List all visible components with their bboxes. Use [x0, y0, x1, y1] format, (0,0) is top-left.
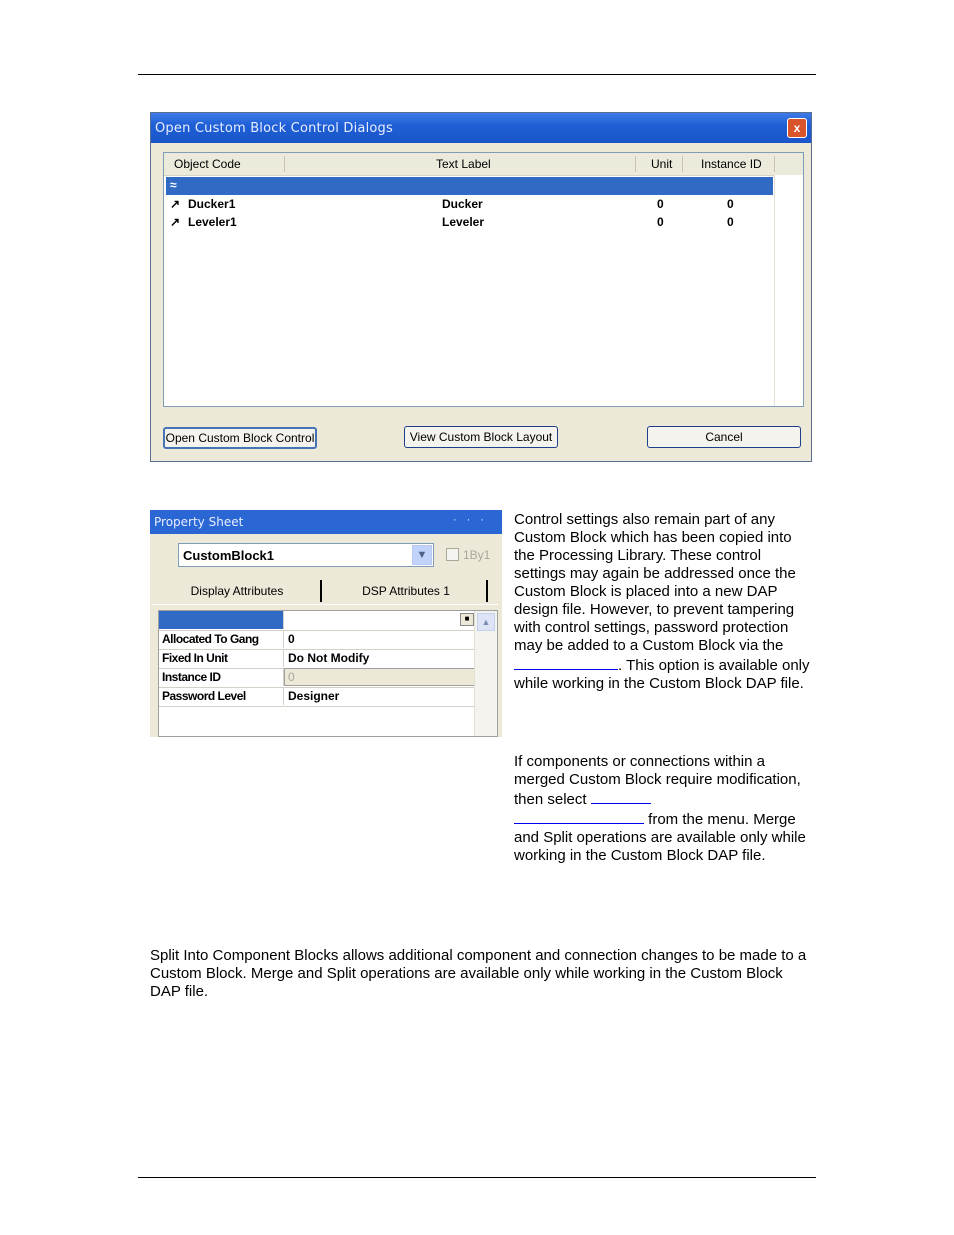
row-text-label: Leveler: [442, 215, 485, 229]
property-sheet-title: Property Sheet: [154, 515, 244, 529]
custom-block-dialog: [150, 112, 812, 462]
row-unit: 0: [657, 197, 664, 211]
column-divider[interactable]: [682, 156, 683, 172]
dialog-title: Open Custom Block Control Dialogs: [155, 121, 393, 136]
property-value[interactable]: [284, 611, 476, 629]
cross-reference-link[interactable]: [514, 655, 618, 670]
scroll-up-icon[interactable]: ▲: [477, 613, 495, 631]
property-name: Instance ID: [159, 668, 284, 686]
chevron-down-icon[interactable]: ▼: [412, 545, 432, 565]
list-header: [164, 153, 803, 176]
column-text-label[interactable]: Text Label: [436, 157, 491, 171]
property-tabs: [152, 574, 498, 605]
property-row[interactable]: [159, 630, 476, 650]
paragraph-split-blocks: If components or connections within a merged Custom Block require modification, then select from the menu. Merge and Split operations are available only while working in the Custom Block DAP file.: [514, 753, 806, 864]
property-value[interactable]: Do Not Modify: [288, 651, 370, 665]
paragraph-password-protection: Control settings also remain part of any Custom Block which has been copied into the Processing Library. These control settings may again be addressed once the Custom Block is placed into a new DAP design file. However, to prevent tampering with control settings, password protection may be added to a Custom Block via the . This option is available only while working in the Custom Block DAP file.: [514, 511, 810, 692]
property-sheet-title-bar[interactable]: [150, 510, 502, 534]
ellipsis-button-icon[interactable]: ■: [460, 613, 474, 626]
column-divider[interactable]: [284, 156, 285, 172]
property-row[interactable]: [159, 649, 476, 669]
one-by-one-label: 1By1: [463, 548, 491, 562]
property-name: Fixed In Unit: [159, 649, 284, 667]
footer-rule: [138, 1177, 816, 1178]
list-row[interactable]: [166, 214, 773, 231]
tab-divider: [320, 580, 322, 602]
property-value-disabled: 0: [284, 668, 476, 686]
object-select-value: CustomBlock1: [183, 548, 275, 563]
column-unit[interactable]: Unit: [651, 157, 673, 171]
object-list[interactable]: [163, 152, 804, 407]
column-instance-id[interactable]: Instance ID: [701, 157, 762, 171]
row-instance-id: 0: [727, 215, 734, 229]
row-object-code: Leveler1: [188, 215, 237, 229]
column-divider[interactable]: [635, 156, 636, 172]
property-name: Allocated To Gang: [159, 630, 284, 648]
property-name: [159, 611, 284, 629]
custom-block-icon: ≈: [170, 178, 177, 192]
property-value[interactable]: 0: [288, 632, 295, 646]
close-icon[interactable]: x: [787, 118, 807, 138]
tab-dsp-attributes-1[interactable]: DSP Attributes 1: [362, 584, 450, 598]
property-row-selected[interactable]: [159, 611, 476, 631]
header-rule: [138, 74, 816, 75]
dialog-title-bar[interactable]: [151, 113, 811, 143]
cancel-button[interactable]: Cancel: [647, 426, 801, 448]
open-custom-block-control-button[interactable]: Open Custom Block Control: [163, 427, 317, 449]
property-value[interactable]: Designer: [288, 689, 340, 703]
row-instance-id: 0: [727, 197, 734, 211]
property-sheet: [150, 510, 502, 737]
list-row-selected[interactable]: [166, 177, 773, 195]
row-text-label: Ducker: [442, 197, 483, 211]
view-custom-block-layout-button[interactable]: View Custom Block Layout: [404, 426, 558, 448]
window-controls-icon[interactable]: ···: [453, 514, 494, 526]
property-grid: [158, 610, 498, 737]
list-scrollbar[interactable]: [774, 175, 803, 406]
property-grid-scrollbar[interactable]: [474, 611, 497, 737]
list-row[interactable]: [166, 196, 773, 213]
column-divider[interactable]: [774, 156, 775, 172]
tab-divider: [486, 580, 488, 602]
ducker-icon: ↗: [170, 197, 181, 211]
row-unit: 0: [657, 215, 664, 229]
paragraph-split-into-component-blocks: Split Into Component Blocks allows additional component and connection changes to be made to a Custom Block. Merge and Split operations are available only while working in the Custom Block DAP file.: [150, 947, 807, 1000]
property-row[interactable]: [159, 668, 476, 688]
property-row[interactable]: [159, 687, 476, 707]
leveler-icon: ↗: [170, 215, 181, 229]
one-by-one-checkbox[interactable]: [446, 548, 459, 561]
tab-display-attributes[interactable]: Display Attributes: [190, 584, 284, 598]
property-name: Password Level: [159, 687, 284, 705]
menu-command-link[interactable]: [591, 789, 651, 804]
column-object-code[interactable]: Object Code: [174, 157, 241, 171]
menu-command-link[interactable]: [514, 809, 644, 824]
object-select[interactable]: [178, 543, 434, 567]
row-object-code: Ducker1: [188, 197, 236, 211]
